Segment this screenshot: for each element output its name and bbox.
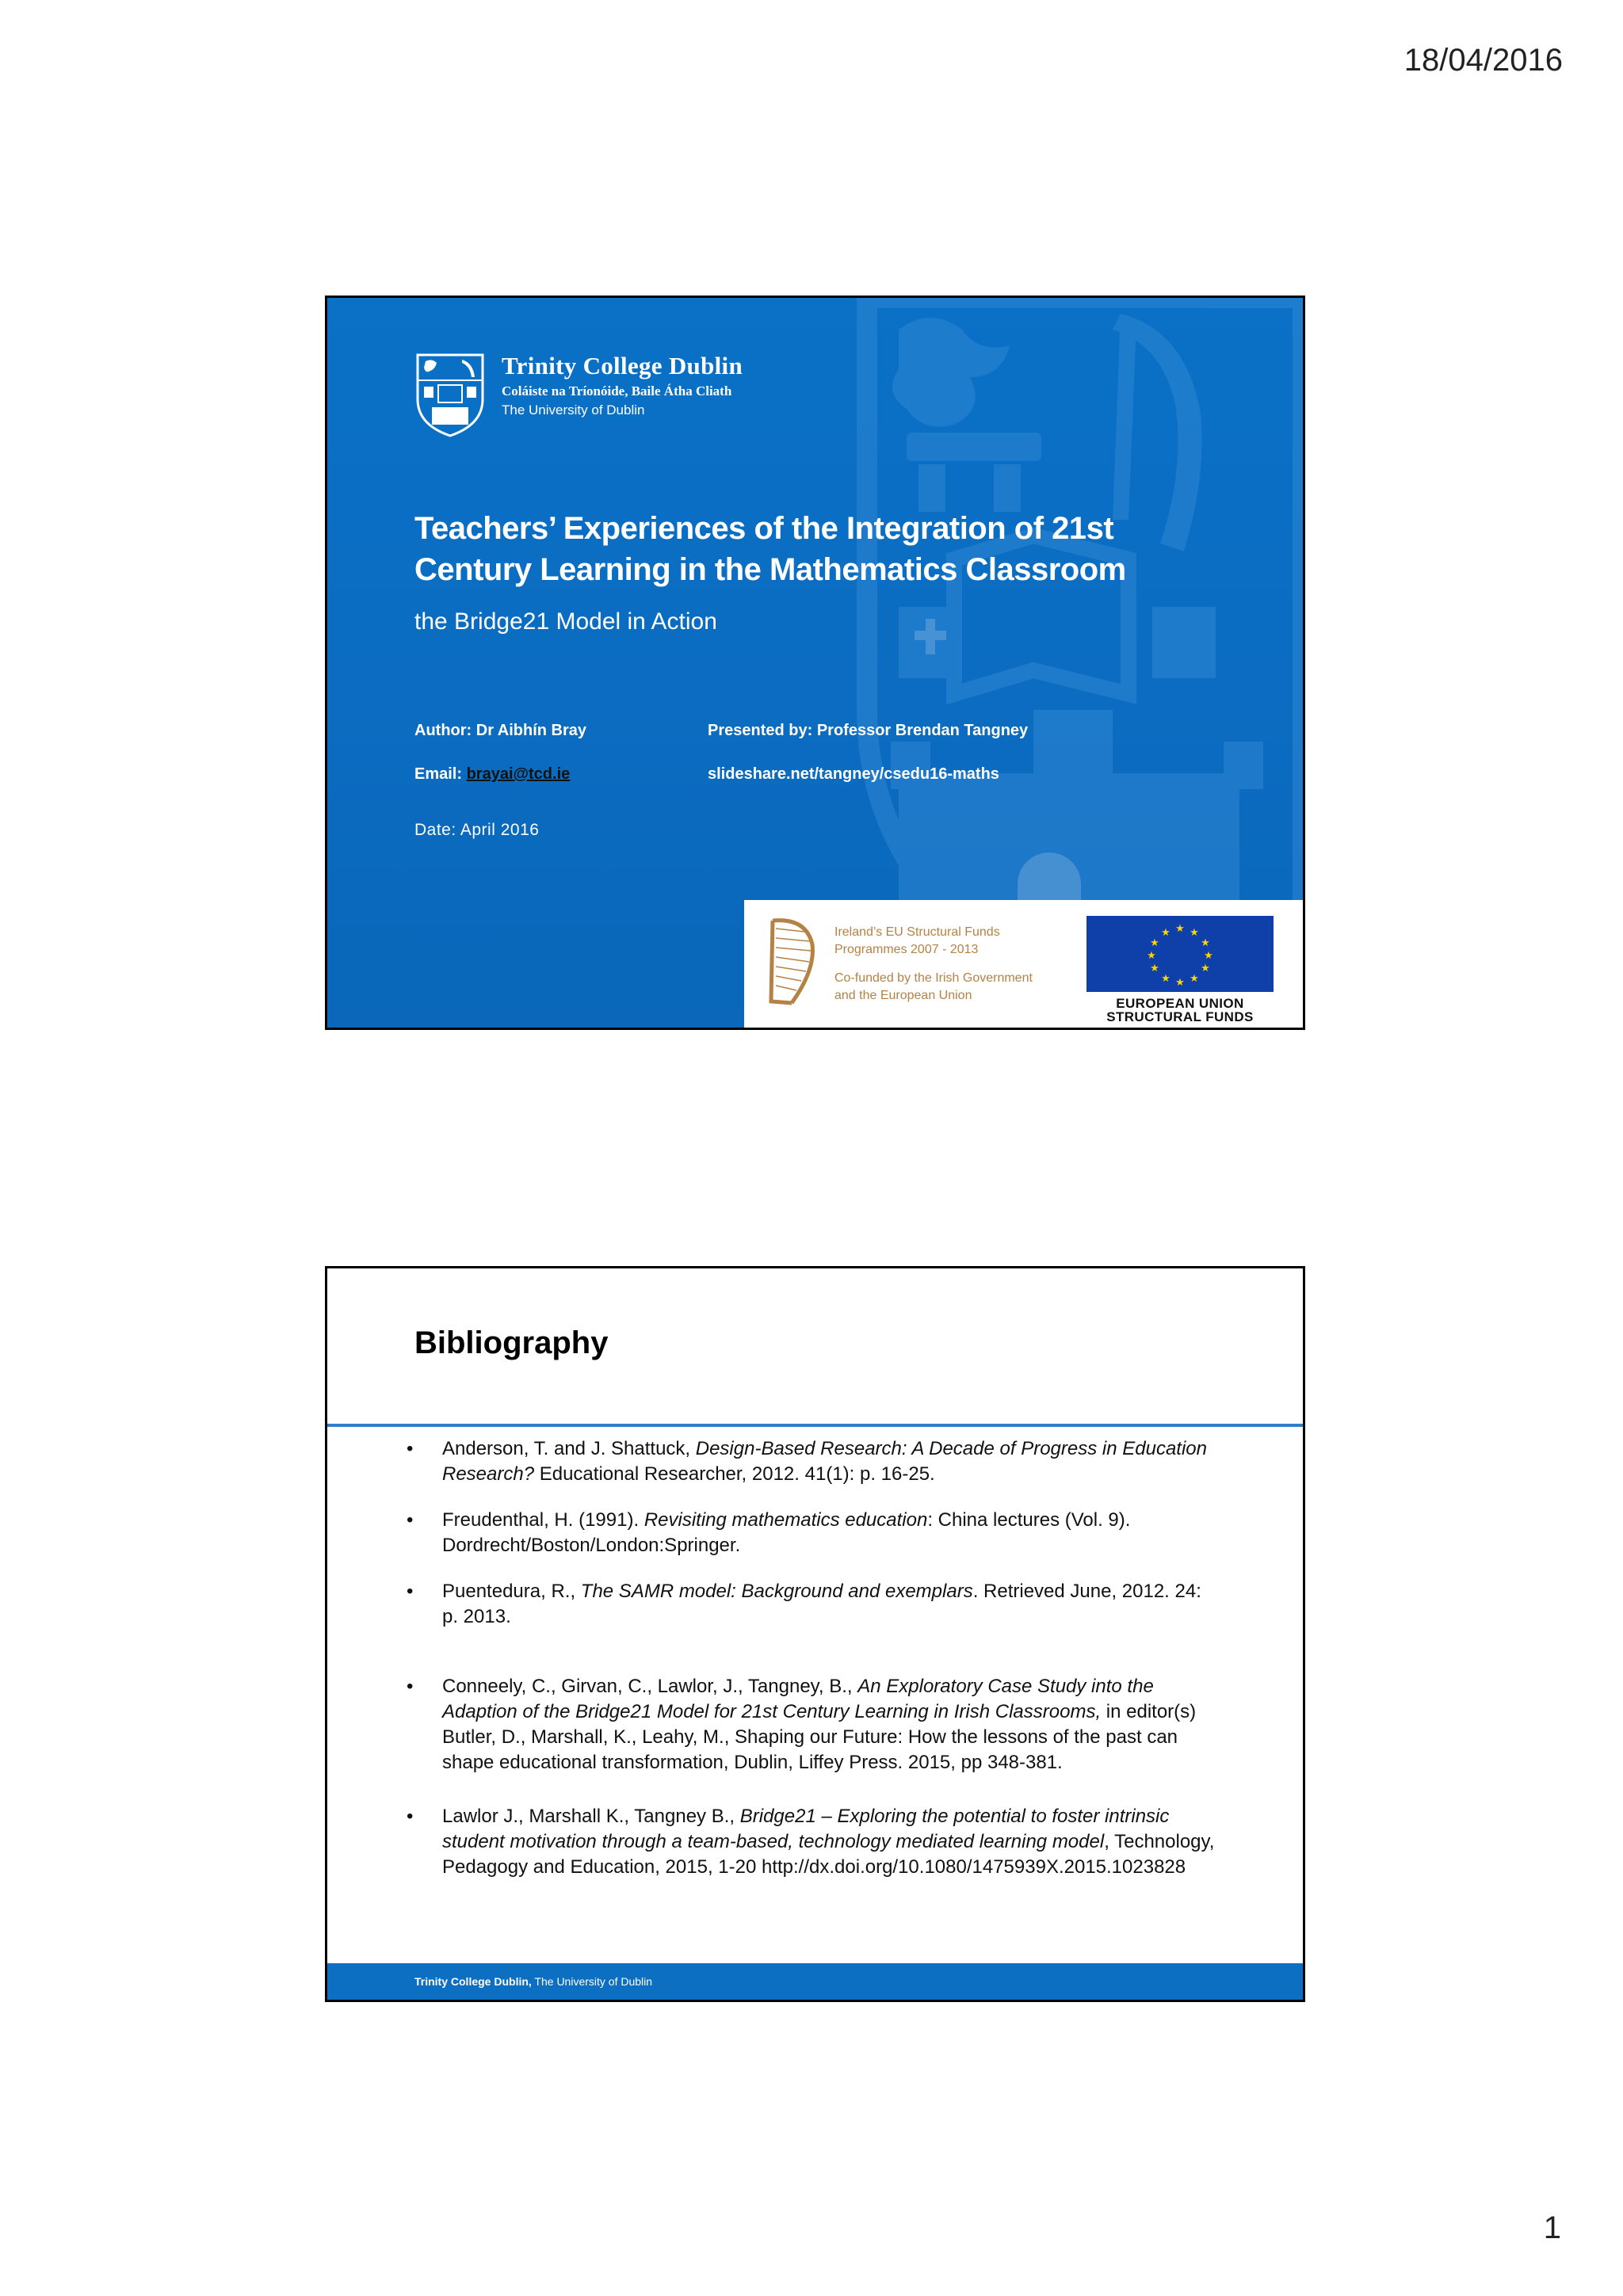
entry-title: The SAMR model: Background and exemplars: [580, 1581, 973, 1602]
entry-title: Design-Based Research: A Decade of Progress in Education Research?: [442, 1438, 1207, 1485]
svg-text:★: ★: [1161, 973, 1170, 985]
eu-caption: [1080, 997, 1280, 1024]
bibliography-entry: [407, 1674, 1215, 1775]
header-divider: [327, 1424, 1303, 1427]
funds-line-3: Co-funded by the Irish Government: [834, 971, 1033, 985]
slide-title: Bibliography: [414, 1325, 609, 1360]
funds-line-2: Programmes 2007 - 2013: [834, 943, 979, 956]
bibliography-entry: [407, 1436, 1215, 1487]
institution-name: [502, 352, 743, 418]
entry-source: : China lectures (Vol. 9). Dordrecht/Boston/London:Springer.: [442, 1509, 1131, 1556]
svg-text:★: ★: [1150, 937, 1159, 949]
irish-harp-icon: [760, 914, 820, 1008]
entry-authors: Freudenthal, H. (1991).: [442, 1509, 644, 1531]
tcd-crest-icon: [414, 352, 486, 437]
eu-flag-icon: [1086, 916, 1274, 992]
eu-funds-text: [834, 924, 1033, 1005]
entry-authors: Lawlor J., Marshall K., Tangney B.,: [442, 1806, 740, 1827]
entry-authors: Puentedura, R.,: [442, 1581, 581, 1602]
bibliography-list: [407, 1436, 1215, 1880]
eu-funds-banner: [744, 900, 1305, 1030]
page-date: 18/04/2016: [1403, 43, 1563, 78]
entry-source: , Technology, Pedagogy and Education, 2015, 1-20 http://dx.doi.org/10.1080/1475939X.2015.1023828: [442, 1831, 1215, 1878]
institution-name-english: Trinity College Dublin: [502, 352, 743, 379]
title-slide: [325, 296, 1305, 1030]
footer-institution: Trinity College Dublin,: [414, 1975, 532, 1988]
svg-text:★: ★: [1201, 937, 1210, 949]
slide-subtitle: the Bridge21 Model in Action: [414, 608, 717, 635]
institution-university: The University of Dublin: [502, 402, 645, 418]
entry-source: . Retrieved June, 2012. 24: p. 2013.: [442, 1581, 1201, 1627]
svg-text:★: ★: [1190, 973, 1199, 985]
svg-text:★: ★: [1150, 963, 1159, 974]
slide-title: Teachers’ Experiences of the Integration of 21st Century Learning in the Mathematics Classroom: [414, 511, 1126, 587]
bibliography-entry: [407, 1579, 1215, 1630]
entry-title: An Exploratory Case Study into the Adaption of the Bridge21 Model for 21st Century Learning in Irish Classrooms,: [442, 1676, 1154, 1722]
slideshare-link: slideshare.net/tangney/csedu16-maths: [708, 765, 999, 783]
entry-title: Bridge21 – Exploring the potential to foster intrinsic student motivation through a team-based, technology mediated learning model: [442, 1806, 1170, 1852]
page-number: 1: [1543, 2210, 1561, 2245]
funds-line-4: and the European Union: [834, 989, 972, 1002]
bibliography-slide: [325, 1266, 1305, 2002]
email-line: [414, 765, 570, 784]
svg-text:★: ★: [1147, 950, 1156, 962]
svg-text:★: ★: [1204, 950, 1213, 962]
presentation-date: Date: April 2016: [414, 821, 540, 839]
bibliography-entry: [407, 1804, 1215, 1880]
entry-authors: Anderson, T. and J. Shattuck,: [442, 1438, 696, 1459]
footer-university: The University of Dublin: [531, 1975, 653, 1988]
svg-text:★: ★: [1201, 963, 1210, 974]
svg-text:★: ★: [1161, 927, 1170, 939]
eu-caption-line-2: STRUCTURAL FUNDS: [1106, 1009, 1254, 1024]
author-line: Author: Dr Aibhín Bray: [414, 722, 587, 739]
entry-authors: Conneely, C., Girvan, C., Lawlor, J., Tangney, B.,: [442, 1676, 858, 1697]
entry-source: Educational Researcher, 2012. 41(1): p. 16-25.: [534, 1463, 935, 1485]
presenter-line: Presented by: Professor Brendan Tangney: [708, 722, 1029, 739]
svg-text:★: ★: [1175, 977, 1185, 989]
entry-title: Revisiting mathematics education: [643, 1509, 928, 1531]
entry-source: in editor(s) Butler, D., Marshall, K., Leahy, M., Shaping our Future: How the lessons of the past can shape educational transformation, Dublin, Liffey Press. 2015, pp 348-381.: [442, 1701, 1197, 1773]
slide-footer: [327, 1963, 1303, 2000]
email-link[interactable]: brayai@tcd.ie: [466, 765, 571, 783]
eu-caption-line-1: EUROPEAN UNION: [1116, 996, 1244, 1011]
bibliography-entry: [407, 1508, 1215, 1558]
slide-header: [327, 1268, 1303, 1424]
email-label: Email:: [414, 765, 463, 783]
svg-text:★: ★: [1190, 927, 1199, 939]
funds-line-1: Ireland’s EU Structural Funds: [834, 925, 1000, 939]
svg-text:★: ★: [1175, 923, 1185, 935]
institution-name-irish: Coláiste na Tríonóide, Baile Átha Cliath: [502, 383, 732, 399]
